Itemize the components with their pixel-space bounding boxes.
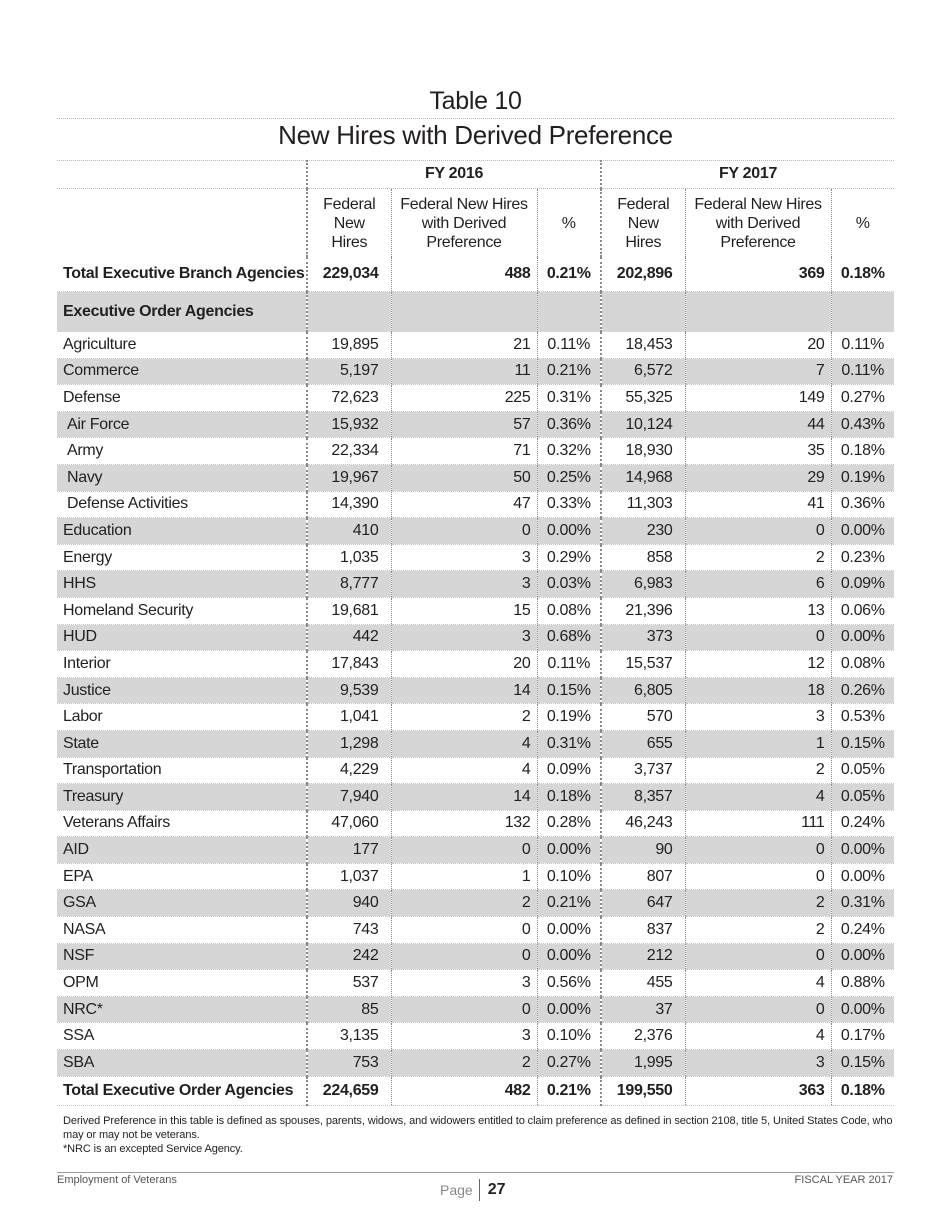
table-number-title: Table 10 <box>429 87 522 115</box>
cell: 0.09% <box>537 757 601 784</box>
row-label: AID <box>57 837 307 864</box>
cell: 149 <box>685 385 831 412</box>
col-header-derived-preference-2017: Federal New Hires with Derived Preference <box>685 189 831 258</box>
table-row <box>57 385 894 412</box>
cell: 570 <box>601 704 685 731</box>
cell: 21 <box>391 332 537 358</box>
row-label: Energy <box>57 544 307 571</box>
cell: 55,325 <box>601 385 685 412</box>
cell: 10,124 <box>601 411 685 438</box>
row-label: Commerce <box>57 358 307 385</box>
section-label: Executive Order Agencies <box>57 292 307 333</box>
row-label: Justice <box>57 677 307 704</box>
cell: 0.21% <box>537 257 601 292</box>
cell: 19,681 <box>307 597 391 624</box>
cell: 3 <box>391 624 537 651</box>
cell: 6,983 <box>601 571 685 598</box>
footer-divider <box>57 1172 894 1173</box>
cell: 0.21% <box>537 1076 601 1105</box>
cell: 0.00% <box>831 996 894 1023</box>
cell: 47 <box>391 491 537 518</box>
cell: 0.68% <box>537 624 601 651</box>
cell: 482 <box>391 1076 537 1105</box>
row-label: NSF <box>57 943 307 970</box>
cell: 0.18% <box>831 1076 894 1105</box>
cell: 2,376 <box>601 1023 685 1050</box>
cell: 455 <box>601 970 685 997</box>
table-row <box>57 464 894 491</box>
cell: 0.36% <box>537 411 601 438</box>
cell: 41 <box>685 491 831 518</box>
fy-2017-header: FY 2017 <box>601 160 894 189</box>
table-row <box>57 730 894 757</box>
table-row <box>57 810 894 837</box>
table-row <box>57 332 894 358</box>
row-label: HUD <box>57 624 307 651</box>
table-row <box>57 863 894 890</box>
cell: 0.31% <box>831 890 894 917</box>
cell: 47,060 <box>307 810 391 837</box>
cell: 0.00% <box>831 837 894 864</box>
cell: 11 <box>391 358 537 385</box>
cell: 410 <box>307 518 391 545</box>
cell: 0.21% <box>537 890 601 917</box>
cell: 0.36% <box>831 491 894 518</box>
cell: 3 <box>391 544 537 571</box>
cell: 202,896 <box>601 257 685 292</box>
cell: 0.29% <box>537 544 601 571</box>
cell: 0.00% <box>537 518 601 545</box>
cell: 0.05% <box>831 784 894 811</box>
cell: 4 <box>685 784 831 811</box>
cell: 1 <box>391 863 537 890</box>
cell: 1,035 <box>307 544 391 571</box>
row-label: GSA <box>57 890 307 917</box>
cell: 35 <box>685 438 831 465</box>
cell: 7 <box>685 358 831 385</box>
cell <box>831 292 894 333</box>
cell: 0 <box>391 943 537 970</box>
cell: 8,357 <box>601 784 685 811</box>
cell: 6 <box>685 571 831 598</box>
cell: 0 <box>391 996 537 1023</box>
cell: 837 <box>601 917 685 944</box>
cell: 3 <box>391 1023 537 1050</box>
cell: 0.53% <box>831 704 894 731</box>
col-header-derived-preference-2016: Federal New Hires with Derived Preference <box>391 189 537 258</box>
cell: 0.24% <box>831 917 894 944</box>
row-label: SBA <box>57 1050 307 1077</box>
table-subtitle: New Hires with Derived Preference <box>278 120 673 150</box>
table-row <box>57 544 894 571</box>
cell: 0.56% <box>537 970 601 997</box>
table-row <box>57 890 894 917</box>
cell: 0 <box>391 518 537 545</box>
col-header-federal-new-hires-2016: Federal New Hires <box>307 189 391 258</box>
row-label: HHS <box>57 571 307 598</box>
cell: 50 <box>391 464 537 491</box>
cell: 0 <box>685 837 831 864</box>
cell: 15 <box>391 597 537 624</box>
cell: 12 <box>685 651 831 678</box>
cell: 2 <box>391 890 537 917</box>
empty-header-cell <box>57 160 307 189</box>
table-row <box>57 438 894 465</box>
cell: 20 <box>391 651 537 678</box>
cell: 807 <box>601 863 685 890</box>
cell <box>391 292 537 333</box>
cell: 6,805 <box>601 677 685 704</box>
cell: 18 <box>685 677 831 704</box>
row-label: SSA <box>57 1023 307 1050</box>
table-row <box>57 757 894 784</box>
cell <box>601 292 685 333</box>
cell: 229,034 <box>307 257 391 292</box>
cell: 2 <box>685 917 831 944</box>
cell: 29 <box>685 464 831 491</box>
cell: 0.18% <box>537 784 601 811</box>
cell: 21,396 <box>601 597 685 624</box>
cell: 199,550 <box>601 1076 685 1105</box>
cell: 0.00% <box>831 863 894 890</box>
cell: 0.17% <box>831 1023 894 1050</box>
cell: 0.10% <box>537 1023 601 1050</box>
empty-header-cell <box>57 189 307 258</box>
cell: 2 <box>685 544 831 571</box>
total-executive-order-row <box>57 1076 894 1105</box>
cell: 230 <box>601 518 685 545</box>
cell: 373 <box>601 624 685 651</box>
cell: 0.00% <box>831 518 894 545</box>
row-label: Total Executive Branch Agencies <box>57 257 307 292</box>
table-row <box>57 704 894 731</box>
cell: 0.27% <box>831 385 894 412</box>
cell: 753 <box>307 1050 391 1077</box>
row-label: Treasury <box>57 784 307 811</box>
cell: 0.11% <box>831 332 894 358</box>
column-header-row <box>57 189 894 258</box>
cell: 0.10% <box>537 863 601 890</box>
cell: 22,334 <box>307 438 391 465</box>
row-label: Veterans Affairs <box>57 810 307 837</box>
cell: 0.00% <box>831 624 894 651</box>
cell: 0 <box>685 943 831 970</box>
row-label: OPM <box>57 970 307 997</box>
cell: 37 <box>601 996 685 1023</box>
col-header-percent-2017: % <box>831 189 894 258</box>
cell: 15,537 <box>601 651 685 678</box>
table-row <box>57 1050 894 1077</box>
cell: 743 <box>307 917 391 944</box>
cell <box>307 292 391 333</box>
cell: 0 <box>685 518 831 545</box>
cell: 57 <box>391 411 537 438</box>
table-row <box>57 651 894 678</box>
footnote-derived-preference: Derived Preference in this table is defined as spouses, parents, widows, and widowers entitled to claim preference as defined in section 2108, title 5, United States Code, who may or may not be veterans. <box>63 1115 893 1141</box>
table-row <box>57 491 894 518</box>
row-label: Education <box>57 518 307 545</box>
page-label: Page <box>440 1179 480 1201</box>
cell: 0.11% <box>537 332 601 358</box>
row-label: Agriculture <box>57 332 307 358</box>
cell: 0.06% <box>831 597 894 624</box>
cell: 8,777 <box>307 571 391 598</box>
cell: 0.18% <box>831 438 894 465</box>
cell: 85 <box>307 996 391 1023</box>
cell: 2 <box>685 890 831 917</box>
cell: 1,995 <box>601 1050 685 1077</box>
row-label: Total Executive Order Agencies <box>57 1076 307 1105</box>
cell: 1 <box>685 730 831 757</box>
row-label: NRC* <box>57 996 307 1023</box>
cell: 18,453 <box>601 332 685 358</box>
row-label: Defense Activities <box>57 491 307 518</box>
row-label: Army <box>57 438 307 465</box>
cell: 6,572 <box>601 358 685 385</box>
cell: 3,737 <box>601 757 685 784</box>
table-row <box>57 1023 894 1050</box>
cell: 111 <box>685 810 831 837</box>
cell: 225 <box>391 385 537 412</box>
cell: 224,659 <box>307 1076 391 1105</box>
cell: 1,037 <box>307 863 391 890</box>
cell: 0.11% <box>831 358 894 385</box>
cell: 0.15% <box>537 677 601 704</box>
col-header-percent-2016: % <box>537 189 601 258</box>
cell: 0 <box>685 624 831 651</box>
cell: 0 <box>391 917 537 944</box>
cell: 19,967 <box>307 464 391 491</box>
fiscal-year-header-row <box>57 160 894 189</box>
cell <box>685 292 831 333</box>
cell: 0.00% <box>537 837 601 864</box>
cell: 0.00% <box>537 943 601 970</box>
cell: 4 <box>391 757 537 784</box>
table-row <box>57 411 894 438</box>
cell: 1,041 <box>307 704 391 731</box>
cell: 0.24% <box>831 810 894 837</box>
cell: 0.23% <box>831 544 894 571</box>
cell: 0.88% <box>831 970 894 997</box>
footer-right-text: FISCAL YEAR 2017 <box>794 1174 893 1186</box>
row-label: Homeland Security <box>57 597 307 624</box>
cell: 3 <box>685 1050 831 1077</box>
table-row <box>57 837 894 864</box>
cell: 4,229 <box>307 757 391 784</box>
cell: 0 <box>391 837 537 864</box>
cell: 0.03% <box>537 571 601 598</box>
cell: 2 <box>391 704 537 731</box>
cell: 940 <box>307 890 391 917</box>
cell: 537 <box>307 970 391 997</box>
cell: 2 <box>685 757 831 784</box>
cell: 0.15% <box>831 730 894 757</box>
cell: 18,930 <box>601 438 685 465</box>
cell: 0.18% <box>831 257 894 292</box>
cell: 90 <box>601 837 685 864</box>
cell: 0.19% <box>831 464 894 491</box>
cell: 3,135 <box>307 1023 391 1050</box>
cell: 212 <box>601 943 685 970</box>
section-header-row <box>57 292 894 333</box>
cell: 0.05% <box>831 757 894 784</box>
table-row <box>57 970 894 997</box>
table-row <box>57 571 894 598</box>
row-label: Labor <box>57 704 307 731</box>
cell: 4 <box>391 730 537 757</box>
cell: 14,390 <box>307 491 391 518</box>
cell: 1,298 <box>307 730 391 757</box>
cell: 488 <box>391 257 537 292</box>
footer-left-text: Employment of Veterans <box>57 1174 177 1186</box>
cell: 0.25% <box>537 464 601 491</box>
row-label: Navy <box>57 464 307 491</box>
cell: 19,895 <box>307 332 391 358</box>
cell <box>537 292 601 333</box>
cell: 647 <box>601 890 685 917</box>
page-number: 27 <box>487 1181 506 1198</box>
footnote-nrc: *NRC is an excepted Service Agency. <box>63 1143 243 1155</box>
cell: 14,968 <box>601 464 685 491</box>
cell: 3 <box>391 571 537 598</box>
table-row <box>57 518 894 545</box>
cell: 0.09% <box>831 571 894 598</box>
cell: 0.26% <box>831 677 894 704</box>
footnotes <box>63 1114 893 1156</box>
cell: 0.19% <box>537 704 601 731</box>
table-row <box>57 943 894 970</box>
cell: 3 <box>391 970 537 997</box>
cell: 11,303 <box>601 491 685 518</box>
row-label: Air Force <box>57 411 307 438</box>
cell: 0.08% <box>831 651 894 678</box>
cell: 242 <box>307 943 391 970</box>
cell: 442 <box>307 624 391 651</box>
cell: 44 <box>685 411 831 438</box>
cell: 0.21% <box>537 358 601 385</box>
table-row <box>57 917 894 944</box>
cell: 5,197 <box>307 358 391 385</box>
cell: 13 <box>685 597 831 624</box>
cell: 0 <box>685 863 831 890</box>
cell: 14 <box>391 677 537 704</box>
row-label: NASA <box>57 917 307 944</box>
row-label: Defense <box>57 385 307 412</box>
cell: 17,843 <box>307 651 391 678</box>
cell: 858 <box>601 544 685 571</box>
cell: 72,623 <box>307 385 391 412</box>
cell: 0.11% <box>537 651 601 678</box>
table-row <box>57 624 894 651</box>
row-label: Transportation <box>57 757 307 784</box>
cell: 14 <box>391 784 537 811</box>
table-row <box>57 597 894 624</box>
row-label: EPA <box>57 863 307 890</box>
cell: 7,940 <box>307 784 391 811</box>
cell: 0.31% <box>537 730 601 757</box>
cell: 46,243 <box>601 810 685 837</box>
fy-2016-header: FY 2016 <box>307 160 601 189</box>
cell: 15,932 <box>307 411 391 438</box>
row-label: Interior <box>57 651 307 678</box>
cell: 0.00% <box>537 917 601 944</box>
cell: 363 <box>685 1076 831 1105</box>
table-row <box>57 784 894 811</box>
cell: 0.33% <box>537 491 601 518</box>
cell: 0.28% <box>537 810 601 837</box>
cell: 4 <box>685 1023 831 1050</box>
cell: 369 <box>685 257 831 292</box>
cell: 20 <box>685 332 831 358</box>
row-label: State <box>57 730 307 757</box>
cell: 0.27% <box>537 1050 601 1077</box>
cell: 3 <box>685 704 831 731</box>
cell: 177 <box>307 837 391 864</box>
cell: 0.31% <box>537 385 601 412</box>
total-executive-branch-row <box>57 257 894 292</box>
cell: 2 <box>391 1050 537 1077</box>
cell: 0.08% <box>537 597 601 624</box>
cell: 0.00% <box>831 943 894 970</box>
cell: 0 <box>685 996 831 1023</box>
table-row <box>57 996 894 1023</box>
cell: 0.00% <box>537 996 601 1023</box>
col-header-federal-new-hires-2017: Federal New Hires <box>601 189 685 258</box>
cell: 0.15% <box>831 1050 894 1077</box>
cell: 71 <box>391 438 537 465</box>
cell: 4 <box>685 970 831 997</box>
cell: 655 <box>601 730 685 757</box>
page-number-block <box>440 1178 506 1202</box>
cell: 0.43% <box>831 411 894 438</box>
table-row <box>57 358 894 385</box>
new-hires-table <box>57 160 894 1106</box>
table-row <box>57 677 894 704</box>
cell: 0.32% <box>537 438 601 465</box>
cell: 9,539 <box>307 677 391 704</box>
cell: 132 <box>391 810 537 837</box>
